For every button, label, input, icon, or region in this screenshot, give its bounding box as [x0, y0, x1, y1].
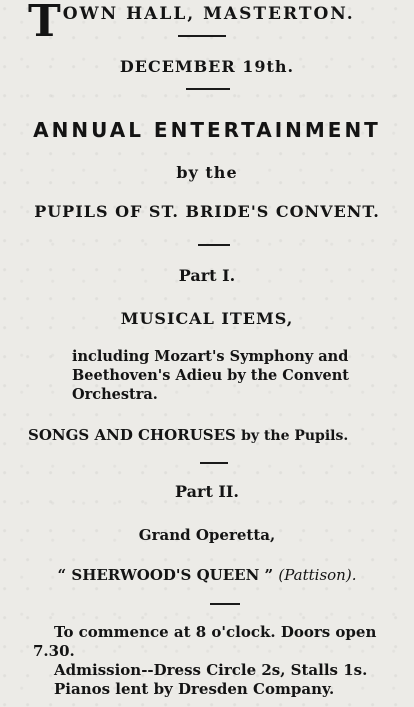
operetta-line: [0, 566, 414, 584]
divider-rule: [198, 244, 230, 246]
part-one-title: MUSICAL ITEMS,: [120, 309, 294, 328]
divider-rule: [186, 88, 230, 90]
part-one-heading: Part I.: [178, 266, 236, 285]
masthead-title: OWN HALL, MASTERTON.: [62, 4, 355, 24]
songs-title: SONGS AND CHORUSES: [28, 426, 236, 444]
songs-line: [28, 426, 414, 444]
headline: ANNUAL ENTERTAINMENT: [33, 118, 381, 142]
pianos-credit: Pianos lent by Dresden Company.: [54, 680, 335, 698]
admission-text: Admission--Dress Circle 2s, Stalls 1s.: [54, 661, 368, 679]
divider-rule: [200, 462, 228, 464]
divider-rule: [178, 35, 226, 37]
part-one-detail: Orchestra.: [72, 386, 158, 403]
commence-text: To commence at 8 o'clock. Doors open: [54, 623, 377, 641]
operetta-composer: (Pattison).: [278, 566, 357, 584]
songs-by: by the Pupils.: [241, 428, 349, 444]
divider-rule: [210, 603, 240, 605]
event-date: DECEMBER 19th.: [119, 57, 295, 76]
part-one-detail: including Mozart's Symphony and: [72, 348, 349, 365]
part-two-title: Grand Operetta,: [138, 526, 276, 544]
masthead-drop-cap: T: [28, 0, 63, 47]
by-line: by the: [176, 163, 238, 182]
performers: PUPILS OF ST. BRIDE'S CONVENT.: [34, 202, 380, 221]
operetta-name: “ SHERWOOD'S QUEEN ”: [57, 566, 274, 584]
doors-time: 7.30.: [33, 642, 75, 660]
part-one-detail: Beethoven's Adieu by the Convent: [72, 367, 349, 384]
part-two-heading: Part II.: [175, 482, 239, 501]
